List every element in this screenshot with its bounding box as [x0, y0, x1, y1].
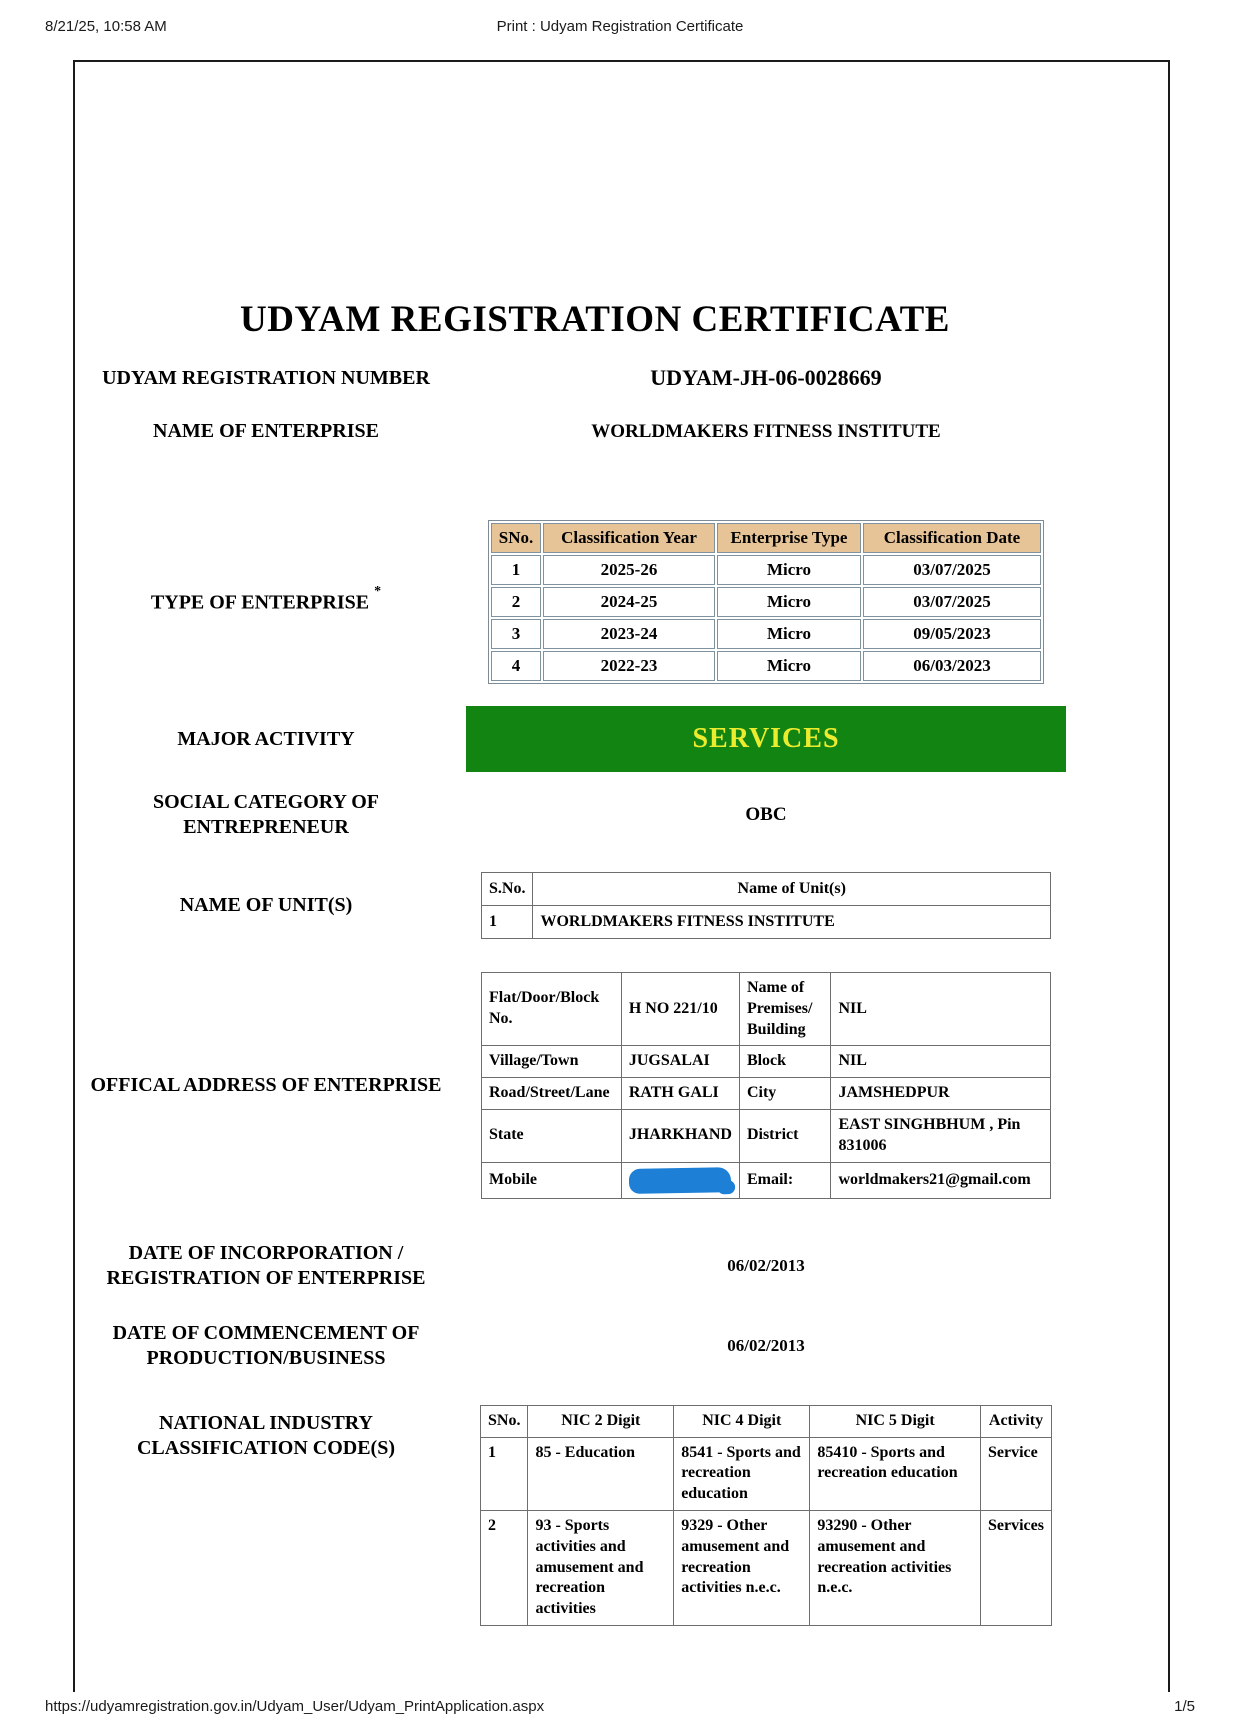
enterprise-name-row: [90, 419, 1090, 444]
address-field-label: Mobile: [482, 1162, 622, 1198]
address-field-value: RATH GALI: [621, 1078, 739, 1110]
address-field-value: [621, 1162, 739, 1198]
address-label: OFFICAL ADDRESS OF ENTERPRISE: [90, 1073, 442, 1096]
table-cell: 03/07/2025: [863, 555, 1041, 585]
social-category-label: SOCIAL CATEGORY OF ENTREPRENEUR: [153, 791, 379, 838]
table-row: [482, 1109, 1051, 1162]
table-header-cell: Enterprise Type: [717, 523, 861, 553]
table-row: [482, 973, 1051, 1046]
table-cell: 2: [481, 1510, 528, 1625]
address-field-label: District: [739, 1109, 831, 1162]
certificate-document: [73, 60, 1170, 1692]
nic-table: [480, 1405, 1052, 1626]
units-table-header: [482, 873, 1051, 906]
table-header-cell: S.No.: [482, 873, 533, 906]
incorporation-date-label: DATE OF INCORPORATION / REGISTRATION OF ENTERPRISE: [106, 1241, 426, 1289]
table-row: [482, 906, 1051, 939]
table-header-cell: Name of Unit(s): [533, 873, 1051, 906]
address-table: [481, 972, 1051, 1199]
table-cell: 4: [491, 651, 541, 681]
table-cell: 3: [491, 619, 541, 649]
commencement-date-value: 06/02/2013: [727, 1335, 805, 1355]
major-activity-label: MAJOR ACTIVITY: [177, 727, 355, 750]
table-row: [491, 587, 1041, 617]
table-header-cell: NIC 2 Digit: [528, 1405, 674, 1437]
mobile-redaction-scribble: [629, 1167, 731, 1194]
table-row: [491, 619, 1041, 649]
nic-label: NATIONAL INDUSTRY CLASSIFICATION CODE(S): [136, 1411, 395, 1459]
table-cell: 2022-23: [543, 651, 715, 681]
table-cell: 2025-26: [543, 555, 715, 585]
table-header-cell: Classification Year: [543, 523, 715, 553]
table-header-cell: SNo.: [491, 523, 541, 553]
table-cell: 1: [481, 1437, 528, 1510]
table-header-cell: SNo.: [481, 1405, 528, 1437]
address-field-value: NIL: [831, 1046, 1051, 1078]
table-cell: 93 - Sports activities and amusement and recreation activities: [528, 1510, 674, 1625]
address-field-label: Flat/Door/Block No.: [482, 973, 622, 1046]
address-field-label: Road/Street/Lane: [482, 1078, 622, 1110]
nic-row: [90, 1405, 1090, 1626]
major-activity-row: [90, 706, 1090, 772]
enterprise-name-value: WORLDMAKERS FITNESS INSTITUTE: [591, 420, 941, 442]
table-cell: 1: [482, 906, 533, 939]
address-field-label: State: [482, 1109, 622, 1162]
table-cell: 06/03/2023: [863, 651, 1041, 681]
address-field-value: JAMSHEDPUR: [831, 1078, 1051, 1110]
print-page-title: Print : Udyam Registration Certificate: [496, 18, 744, 35]
units-label: NAME OF UNIT(S): [179, 894, 353, 916]
address-field-value: JHARKHAND: [621, 1109, 739, 1162]
nic-table-header: [481, 1405, 1052, 1437]
table-row: [482, 1046, 1051, 1078]
certificate-title: UDYAM REGISTRATION CERTIFICATE: [240, 299, 950, 340]
table-cell: Service: [980, 1437, 1051, 1510]
table-cell: 8541 - Sports and recreation education: [674, 1437, 810, 1510]
print-footer: [0, 1698, 1240, 1718]
address-row: [90, 972, 1090, 1199]
urn-label: UDYAM REGISTRATION NUMBER: [102, 366, 430, 389]
enterprise-name-label: NAME OF ENTERPRISE: [153, 420, 379, 442]
asterisk-mark: *: [374, 583, 382, 599]
social-category-row: [90, 790, 1090, 840]
table-cell: Micro: [717, 555, 861, 585]
table-row: [482, 1078, 1051, 1110]
commencement-date-label: DATE OF COMMENCEMENT OF PRODUCTION/BUSINESS: [112, 1321, 420, 1369]
print-header: [0, 18, 1240, 38]
commencement-date-row: [90, 1321, 1090, 1371]
table-cell: 1: [491, 555, 541, 585]
page-url: https://udyamregistration.gov.in/Udyam_User/Udyam_PrintApplication.aspx: [45, 1698, 545, 1715]
address-field-label: Name of Premises/ Building: [739, 973, 831, 1046]
type-of-enterprise-row: [90, 520, 1090, 684]
units-table: [481, 872, 1051, 939]
table-cell: WORLDMAKERS FITNESS INSTITUTE: [533, 906, 1051, 939]
table-cell: Micro: [717, 651, 861, 681]
table-cell: 2023-24: [543, 619, 715, 649]
table-header-cell: NIC 5 Digit: [810, 1405, 981, 1437]
address-field-value: NIL: [831, 973, 1051, 1046]
table-cell: Services: [980, 1510, 1051, 1625]
table-row: [481, 1510, 1052, 1625]
major-activity-value: SERVICES: [692, 723, 840, 754]
table-row: [491, 555, 1041, 585]
type-of-enterprise-label: TYPE OF ENTERPRISE *: [150, 583, 382, 614]
table-cell: 2024-25: [543, 587, 715, 617]
table-row: [491, 651, 1041, 681]
table-header-cell: Activity: [980, 1405, 1051, 1437]
print-timestamp: 8/21/25, 10:58 AM: [45, 18, 167, 35]
table-row: [481, 1437, 1052, 1510]
table-header-cell: NIC 4 Digit: [674, 1405, 810, 1437]
table-header-cell: Classification Date: [863, 523, 1041, 553]
urn-value: UDYAM-JH-06-0028669: [650, 365, 882, 390]
address-field-label: Village/Town: [482, 1046, 622, 1078]
table-cell: 09/05/2023: [863, 619, 1041, 649]
table-cell: 85410 - Sports and recreation education: [810, 1437, 981, 1510]
address-field-value: EAST SINGHBHUM , Pin 831006: [831, 1109, 1051, 1162]
units-row: [90, 872, 1090, 939]
address-field-label: Block: [739, 1046, 831, 1078]
table-cell: 85 - Education: [528, 1437, 674, 1510]
address-field-label: City: [739, 1078, 831, 1110]
table-cell: 9329 - Other amusement and recreation activities n.e.c.: [674, 1510, 810, 1625]
address-field-label: Email:: [739, 1162, 831, 1198]
classification-table: [488, 520, 1044, 684]
address-field-value: worldmakers21@gmail.com: [831, 1162, 1051, 1198]
table-cell: 2: [491, 587, 541, 617]
table-cell: Micro: [717, 587, 861, 617]
classification-table-header: [491, 523, 1041, 553]
table-cell: 03/07/2025: [863, 587, 1041, 617]
incorporation-date-value: 06/02/2013: [727, 1255, 805, 1275]
table-cell: 93290 - Other amusement and recreation activities n.e.c.: [810, 1510, 981, 1625]
table-row: [482, 1162, 1051, 1198]
table-cell: Micro: [717, 619, 861, 649]
address-field-value: JUGSALAI: [621, 1046, 739, 1078]
address-field-value: H NO 221/10: [621, 973, 739, 1046]
social-category-value: OBC: [745, 804, 787, 825]
page-number: 1/5: [1174, 1698, 1195, 1715]
major-activity-banner: [466, 706, 1066, 772]
incorporation-date-row: [90, 1241, 1090, 1291]
urn-row: [90, 365, 1090, 391]
